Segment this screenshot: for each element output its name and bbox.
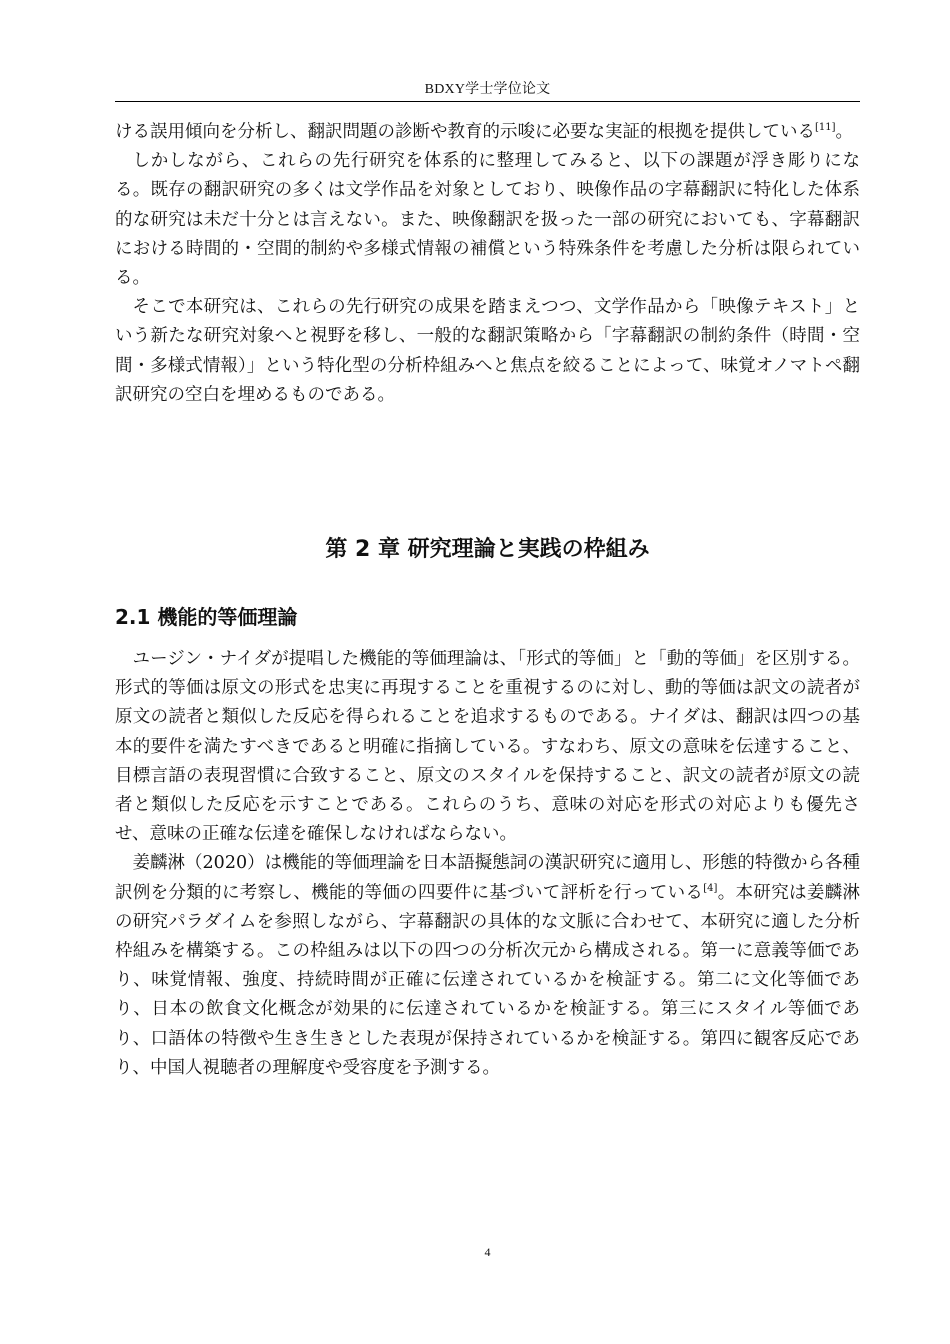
page-number: 4 (484, 1245, 491, 1259)
chapter-title: 第 2 章 研究理論と実践の枠組み (325, 537, 650, 562)
paragraph: そこで本研究は、これらの先行研究の成果を踏まえつつ、文学作品から「映像テキスト」という新たな研究対象へと視野を移し、一般的な翻訳策略から「字幕翻訳の制約条件（時間・空間・多様式情報）」という特化型の分析枠組みへと焦点を絞ることによって、味覚オノマトペ翻訳研究の空白を埋めるものである。 (115, 297, 860, 405)
section-title: 2.1 機能的等価理論 (115, 605, 298, 629)
running-header: BDXY学士学位论文 (424, 82, 551, 97)
paragraph (115, 118, 860, 147)
paragraph: しかしながら、これらの先行研究を体系的に整理してみると、以下の課題が浮き彫りになる。既存の翻訳研究の多くは文学作品を対象としており、映像作品の字幕翻訳に特化した体系的な研究は未だ十分とは言えない。また、映像翻訳を扱った一部の研究においても、字幕翻訳における時間的・空間的制約や多様式情報の補償という特殊条件を考慮した分析は限られている。 (115, 151, 860, 289)
paragraph-text: 。 (835, 122, 854, 142)
header-rule (115, 101, 860, 102)
top-section (115, 118, 860, 410)
citation-ref[interactable]: [11] (815, 122, 836, 133)
section-body (115, 645, 860, 1083)
citation-ref[interactable]: [4] (703, 882, 718, 894)
paragraph (115, 849, 860, 1083)
paragraph-text: 姜麟淋（2020）は機能的等価理論を日本語擬態詞の漢訳研究に適用し、形態的特徴から各種訳例を分類的に考察し、機能的等価の四要件に基づいて評析を行っている (115, 853, 860, 903)
paragraph-text: 。本研究は姜麟淋の研究パラダイムを参照しながら、字幕翻訳の具体的な文脈に合わせて、本研究に適した分析枠組みを構築する。この枠組みは以下の四つの分析次元から構成される。第一に意義等価であり、味覚情報、強度、持続時間が正確に伝達されているかを検証する。第二に文化等価であり、日本の飲食文化概念が効果的に伝達されているかを検証する。第三にスタイル等価であり、口語体の特徴や生き生きとした表現が保持されているかを検証する。第四に観客反応であり、中国人視聴者の理解度や受容度を予測する。 (115, 882, 861, 1078)
paragraph-text: ける誤用傾向を分析し、翻訳問題の診断や教育的示唆に必要な実証的根拠を提供している (115, 122, 815, 142)
paragraph: ユージン・ナイダが提唱した機能的等価理論は、「形式的等価」と「動的等価」を区別する。形式的等価は原文の形式を忠実に再現することを重視するのに対し、動的等価は訳文の読者が原文の読者と類似した反応を得られることを追求するものである。ナイダは、翻訳は四つの基本的要件を満たすべきであると明確に指摘している。すなわち、原文の意味を伝達すること、目標言語の表現習慣に合致すること、原文のスタイルを保持すること、訳文の読者が原文の読者と類似した反応を示すことである。これらのうち、意味の対応を形式の対応よりも優先させ、意味の正確な伝達を確保しなければならない。 (115, 649, 860, 845)
